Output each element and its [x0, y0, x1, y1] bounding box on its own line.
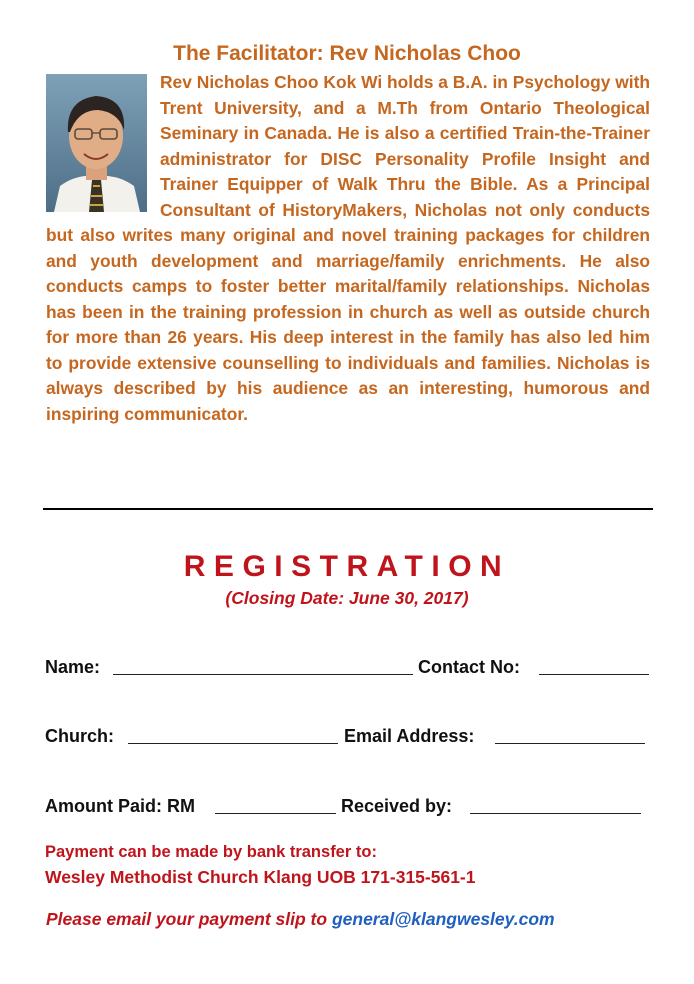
- facilitator-heading: The Facilitator: Rev Nicholas Choo: [173, 42, 521, 65]
- received-label: Received by:: [341, 796, 453, 816]
- contact-field[interactable]: [539, 674, 649, 675]
- contact-label: Contact No:: [418, 657, 520, 677]
- payment-instruction: Payment can be made by bank transfer to:: [45, 843, 377, 861]
- email-instruction-text: Please email your payment slip to: [46, 909, 332, 929]
- email-link[interactable]: general@klangwesley.com: [331, 909, 555, 929]
- portrait-illustration: [46, 74, 147, 212]
- church-field[interactable]: [128, 743, 338, 744]
- received-field[interactable]: [470, 813, 641, 814]
- church-label: Church:: [45, 726, 114, 746]
- email-label: Email Address:: [344, 726, 475, 746]
- form-row-name-contact: [45, 656, 655, 680]
- closing-date: (Closing Date: June 30, 2017): [225, 588, 469, 608]
- name-label: Name:: [45, 657, 101, 677]
- bank-details: Wesley Methodist Church Klang UOB 171-315-561-1: [45, 867, 476, 887]
- form-row-amount-received: [45, 795, 655, 819]
- name-field[interactable]: [113, 674, 413, 675]
- email-field[interactable]: [495, 743, 645, 744]
- form-row-church-email: [45, 725, 655, 749]
- facilitator-photo: [46, 74, 147, 212]
- facilitator-bio-block: [46, 70, 650, 427]
- section-divider: [43, 508, 653, 510]
- amount-field[interactable]: [215, 813, 336, 814]
- amount-label: Amount Paid: RM: [45, 796, 195, 816]
- registration-title: REGISTRATION: [183, 550, 511, 583]
- facilitator-bio: Rev Nicholas Choo Kok Wi holds a B.A. in Psychology with Trent University, and a M.Th from Ontario Theological Seminary in Canada. He is also a certified Train-the-Trainer administrator for DISC Personality Profile Insight and Trainer Equipper of Walk Thru the Bible. As a Principal Consultant of HistoryMakers, Nicholas not only conducts but also writes many original and novel training packages for children and youth development and marriage/family enrichments. He also conducts camps to foster better marital/family relationships. Nicholas has been in the training profession in church as well as outside church for more than 26 years. His deep interest in the family has also led him to provide extensive counselling to individuals and families. Nicholas is always described by his audience as an interesting, humorous and inspiring communicator.: [46, 72, 650, 424]
- email-instruction: [46, 908, 555, 930]
